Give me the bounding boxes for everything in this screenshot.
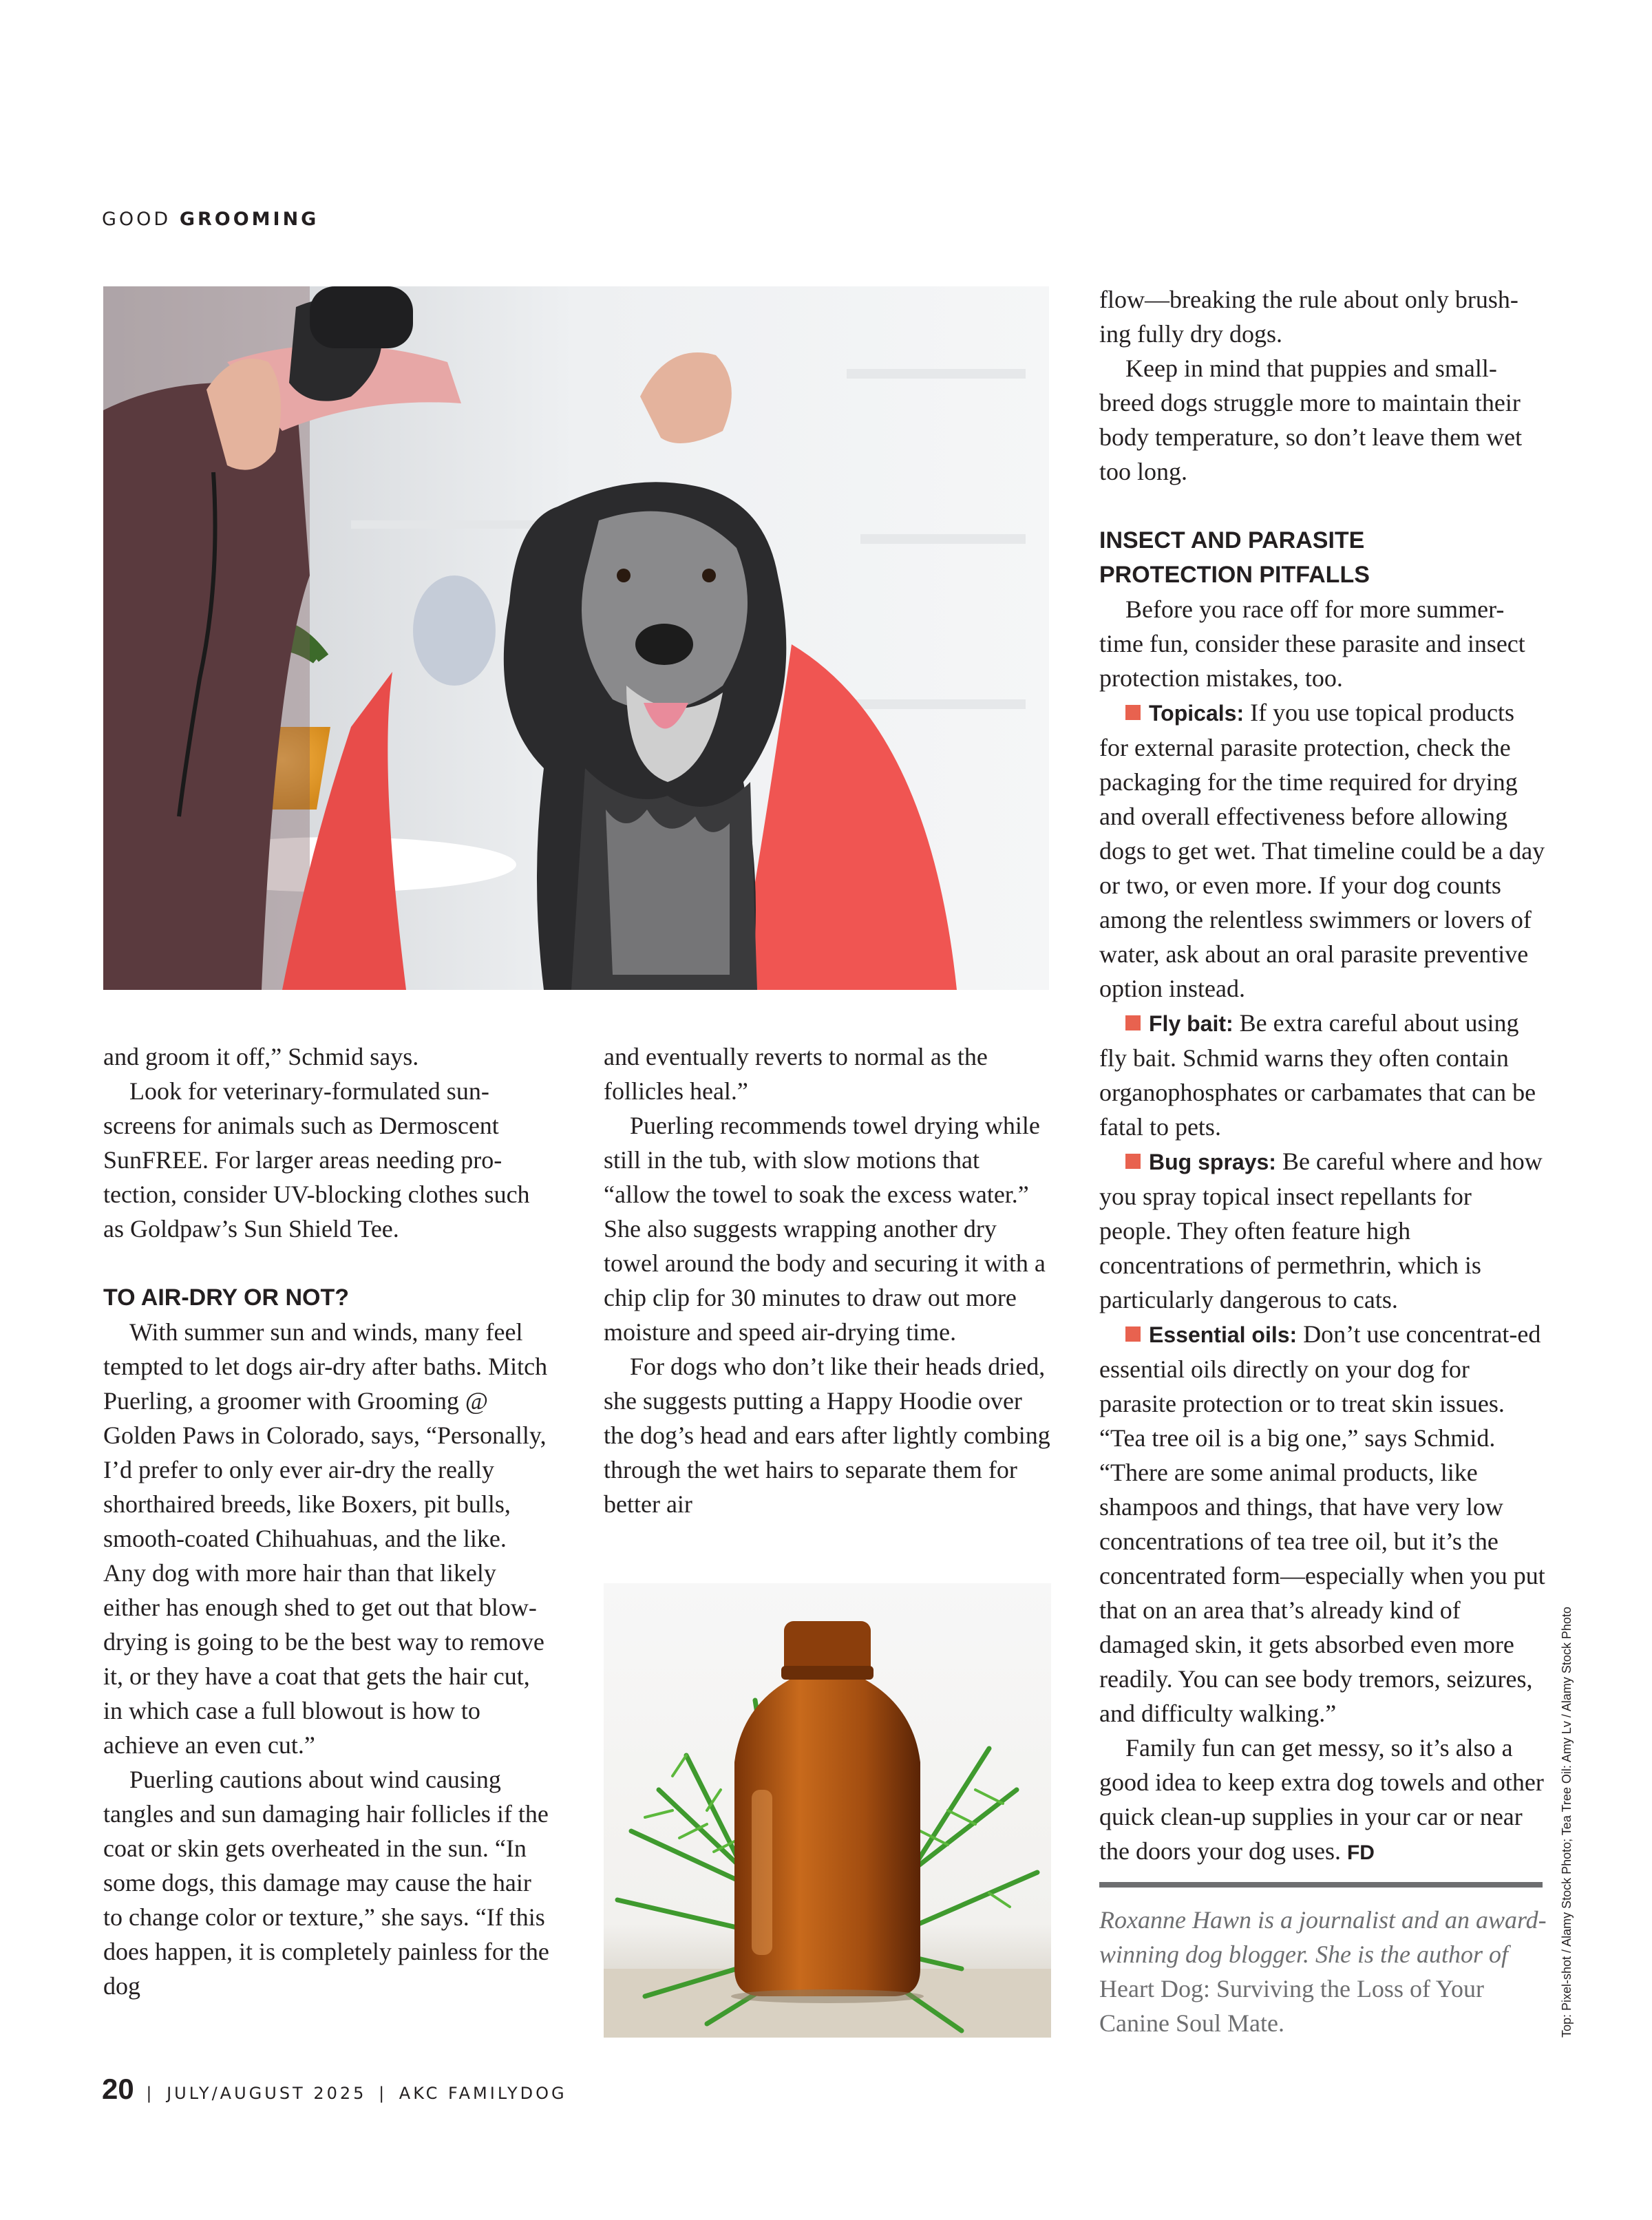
col1-paragraph: Look for veterinary-formulated sun-screens for animals such as Dermoscent SunFREE. For larger areas needing pro-tection, consider UV-blocking clothes such as Goldpaw’s Sun Shield Tee. — [103, 1077, 530, 1243]
col1-paragraph: and groom it off,” Schmid says. — [103, 1043, 419, 1070]
col3-paragraph: Keep in mind that puppies and small-breed dogs struggle more to maintain their body temperature, so don’t leave them wet too long. — [1099, 355, 1523, 485]
bullet-label: Fly bait: — [1149, 1011, 1233, 1036]
col3-heading-line-2: PROTECTION PITFALLS — [1099, 562, 1370, 588]
bullet-text: Don’t use concentrat-ed essential oils directly on your dog for parasite protection or to treat skin issues. “Tea tree oil is a big one,” says Schmid. “There are some animal products, like shampoos and things, that have very low concentrations of tea tree oil, but it’s the concentrated form—especially when you put that on an area that’s already kind of damaged skin, it gets absorbed even more readily. You can see body tremors, seizures, and difficulty walking.” — [1099, 1320, 1545, 1727]
end-mark: FD — [1346, 1841, 1375, 1864]
bullet-square-icon — [1125, 1015, 1141, 1030]
photo-credit: Top: Pixel-shot / Alamy Stock Photo; Tea Tree Oil: Amy Lv / Alamy Stock Photo — [1560, 1607, 1574, 2038]
author-bio-text — [1099, 1903, 1547, 2040]
bio-italic: Roxanne Hawn is a journalist and an award-winning dog blogger. She is the author of — [1099, 1906, 1547, 1968]
col3-heading-line-1: INSECT AND PARASITE — [1099, 527, 1365, 553]
bullet-square-icon — [1125, 705, 1141, 720]
footer-separator: | — [146, 2084, 155, 2103]
column-2 — [604, 1039, 1051, 1521]
bullet-essential-oils — [1099, 1317, 1547, 1731]
bullet-text: Be extra careful about using fly bait. Schmid warns they often contain organophosphates or carbamates that can be fatal to pets. — [1099, 1009, 1536, 1141]
bullet-square-icon — [1125, 1326, 1141, 1342]
closing-text: Family fun can get messy, so it’s also a good idea to keep extra dog towels and other quick clean-up supplies in your car or near the doors your dog uses. — [1099, 1734, 1544, 1865]
bio-book-title: Heart Dog: Surviving the Loss of Your Canine Soul Mate. — [1099, 1975, 1484, 2037]
magazine-name: AKC FAMILYDOG — [399, 2084, 567, 2103]
col1-paragraph: Puerling cautions about wind causing tangles and sun damaging hair follicles if the coat or skin gets overheated in the sun. “In some dogs, this damage may cause the hair to change color or texture,” she says. “If this does happen, it is completely painless for the dog — [103, 1766, 549, 2000]
col3-paragraph: flow—breaking the rule about only brush-ing fully dry dogs. — [1099, 286, 1518, 348]
issue-date: JULY/AUGUST 2025 — [167, 2084, 367, 2103]
bullet-text: Be careful where and how you spray topical insect repellants for people. They often feature high concentrations of permethrin, which is particularly dangerous to cats. — [1099, 1148, 1543, 1313]
col2-paragraph: For dogs who don’t like their heads dried, she suggests putting a Happy Hoodie over the dog’s head and ears after lightly combing through the wet hairs to separate them for better air — [604, 1353, 1050, 1518]
section-label-light: GOOD — [102, 209, 171, 230]
bullet-text: If you use topical products for external parasite protection, check the packaging for the time required for drying and overall effectiveness before allowing dogs to get wet. That timeline could be a day or two, or even more. If your dog counts among the relentless swimmers or lovers of water, ask about an oral parasite preventive option instead. — [1099, 699, 1545, 1002]
column-3 — [1099, 282, 1547, 1870]
author-bio — [1099, 1903, 1547, 2040]
photo-dog-grooming — [103, 286, 1049, 990]
section-label — [102, 209, 319, 230]
bullet-bug-sprays — [1099, 1144, 1547, 1317]
col3-closing-paragraph — [1099, 1731, 1547, 1870]
bullet-label: Bug sprays: — [1149, 1150, 1276, 1174]
bullet-label: Essential oils: — [1149, 1322, 1298, 1347]
bio-divider — [1099, 1882, 1543, 1888]
col3-heading — [1099, 523, 1547, 592]
col2-paragraph: and eventually reverts to normal as the follicles heal.” — [604, 1043, 988, 1105]
bullet-square-icon — [1125, 1154, 1141, 1169]
bullet-topicals — [1099, 695, 1547, 1006]
col2-paragraph: Puerling recommends towel drying while still in the tub, with slow motions that “allow the towel to soak the excess water.” She also suggests wrapping another dry towel around the body and securing it with a chip clip for 30 minutes to draw out more moisture and speed air-drying time. — [604, 1112, 1046, 1346]
page-footer — [102, 2073, 567, 2106]
col1-heading: TO AIR-DRY OR NOT? — [103, 1285, 349, 1311]
col3-paragraph: Before you race off for more summer-time fun, consider these parasite and insect protection mistakes, too. — [1099, 595, 1525, 692]
bullet-fly-bait — [1099, 1006, 1547, 1144]
bullet-label: Topicals: — [1149, 701, 1245, 726]
column-1 — [103, 1039, 551, 2003]
photo-essential-oil — [604, 1583, 1051, 2038]
footer-separator: | — [379, 2084, 388, 2103]
col1-paragraph: With summer sun and winds, many feel tempted to let dogs air-dry after baths. Mitch Puerling, a groomer with Grooming @ Golden Paws in Colorado, says, “Personally, I’d prefer to only ever air-dry the really shorthaired breeds, like Boxers, pit bulls, smooth-coated Chihuahuas, and the like. Any dog with more hair than that likely either has enough shed to get out that blow-drying is going to be the best way to remove it, or they have a coat that gets the hair cut, in which case a full blowout is how to achieve an even cut.” — [103, 1318, 548, 1759]
section-label-bold: GROOMING — [179, 209, 319, 230]
page-number: 20 — [102, 2073, 134, 2105]
